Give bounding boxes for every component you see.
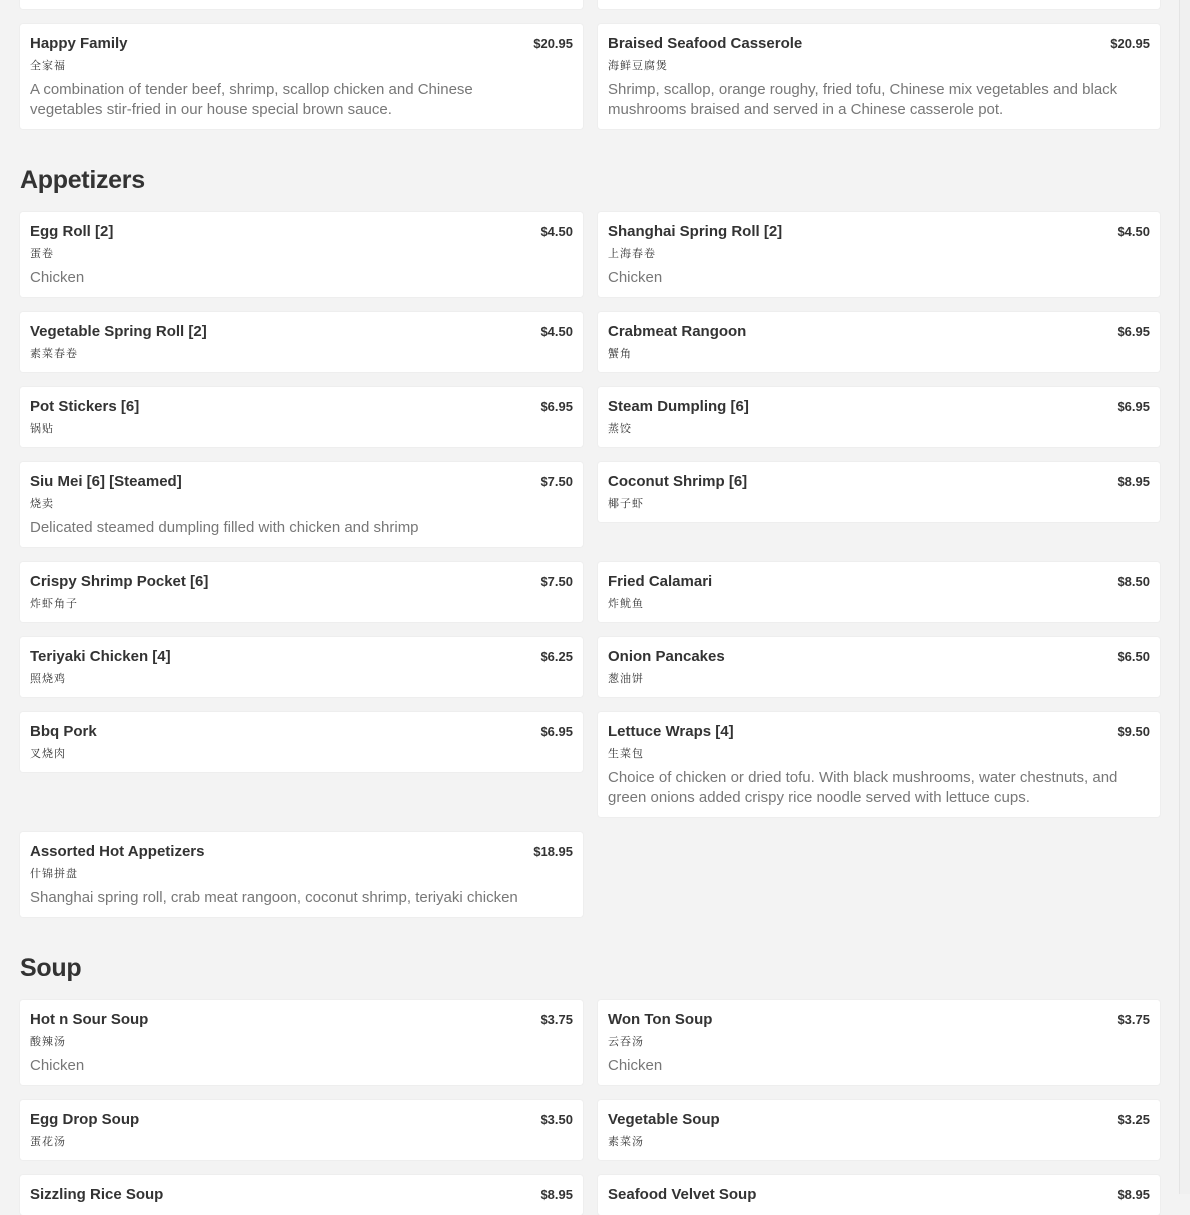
menu-item-card[interactable] bbox=[598, 1175, 1160, 1215]
page-scrollbar[interactable] bbox=[1179, 0, 1190, 1194]
menu-item-card[interactable] bbox=[20, 462, 583, 547]
item-name: Egg Roll [2] bbox=[30, 223, 114, 240]
item-price: $6.95 bbox=[540, 399, 573, 414]
item-name: Teriyaki Chicken [4] bbox=[30, 648, 171, 665]
item-name: Won Ton Soup bbox=[608, 1011, 713, 1028]
item-chinese-name: 生菜包 bbox=[608, 748, 644, 760]
item-description: Chicken bbox=[608, 1057, 663, 1074]
item-name: Crispy Shrimp Pocket [6] bbox=[30, 573, 209, 590]
menu-item-card[interactable] bbox=[20, 1100, 583, 1160]
item-chinese-name: 云吞汤 bbox=[608, 1036, 644, 1048]
menu-item-card[interactable] bbox=[598, 637, 1160, 697]
menu-item-card[interactable] bbox=[598, 312, 1160, 372]
item-description: Delicated steamed dumpling filled with chicken and shrimp bbox=[30, 519, 419, 536]
menu-item-card[interactable] bbox=[598, 712, 1160, 817]
item-name: Shanghai Spring Roll [2] bbox=[608, 223, 783, 240]
item-chinese-name: 上海春卷 bbox=[608, 248, 656, 260]
item-price: $3.50 bbox=[540, 1112, 573, 1127]
item-description: Shanghai spring roll, crab meat rangoon, coconut shrimp, teriyaki chicken bbox=[30, 889, 518, 906]
menu-item-card[interactable] bbox=[598, 1100, 1160, 1160]
item-name: Sizzling Rice Soup bbox=[30, 1186, 164, 1203]
item-price: $3.75 bbox=[1117, 1012, 1150, 1027]
item-name: Lettuce Wraps [4] bbox=[608, 723, 734, 740]
item-chinese-name: 什锦拼盘 bbox=[30, 868, 78, 880]
item-name: Hot n Sour Soup bbox=[30, 1011, 149, 1028]
item-price: $6.95 bbox=[1117, 324, 1150, 339]
item-price: $6.25 bbox=[540, 649, 573, 664]
item-price: $6.50 bbox=[1117, 649, 1150, 664]
item-name: Pot Stickers [6] bbox=[30, 398, 140, 415]
item-price: $7.50 bbox=[540, 474, 573, 489]
item-chinese-name: 椰子虾 bbox=[608, 498, 644, 510]
menu-item-card[interactable] bbox=[20, 0, 583, 9]
menu-item-card[interactable] bbox=[20, 712, 583, 772]
item-price: $8.50 bbox=[1117, 574, 1150, 589]
menu-item-card[interactable] bbox=[20, 1000, 583, 1085]
item-price: $18.95 bbox=[533, 844, 573, 859]
item-chinese-name: 蟹角 bbox=[608, 348, 632, 360]
item-name: Siu Mei [6] [Steamed] bbox=[30, 473, 182, 490]
item-description: Choice of chicken or dried tofu. With black mushrooms, water chestnuts, and green onions added crispy rice noodle served with lettuce cups. bbox=[608, 769, 1118, 806]
item-price: $20.95 bbox=[533, 36, 573, 51]
item-price: $3.25 bbox=[1117, 1112, 1150, 1127]
item-price: $4.50 bbox=[540, 224, 573, 239]
item-chinese-name: 蛋花汤 bbox=[30, 1136, 66, 1148]
item-name: Steam Dumpling [6] bbox=[608, 398, 749, 415]
menu-item-card[interactable] bbox=[598, 562, 1160, 622]
menu-item-card[interactable] bbox=[20, 832, 583, 917]
menu-item-card[interactable] bbox=[598, 212, 1160, 297]
item-description: Chicken bbox=[30, 1057, 85, 1074]
item-chinese-name: 素菜春卷 bbox=[30, 348, 78, 360]
item-name: Egg Drop Soup bbox=[30, 1111, 140, 1128]
item-chinese-name: 蛋卷 bbox=[30, 248, 54, 260]
item-chinese-name: 叉烧肉 bbox=[30, 748, 66, 760]
item-name: Assorted Hot Appetizers bbox=[30, 843, 205, 860]
item-price: $4.50 bbox=[1117, 224, 1150, 239]
item-price: $9.50 bbox=[1117, 724, 1150, 739]
item-chinese-name: 蒸饺 bbox=[608, 423, 632, 435]
item-name: Bbq Pork bbox=[30, 723, 97, 740]
section-title-soup: Soup bbox=[20, 954, 82, 982]
item-price: $7.50 bbox=[540, 574, 573, 589]
menu-item-card[interactable] bbox=[20, 562, 583, 622]
menu-item-card[interactable] bbox=[20, 1175, 583, 1215]
item-name: Fried Calamari bbox=[608, 573, 713, 590]
menu-item-card[interactable] bbox=[20, 24, 583, 129]
item-chinese-name: 素菜汤 bbox=[608, 1136, 644, 1148]
item-chinese-name: 烧卖 bbox=[30, 498, 54, 510]
item-chinese-name: 锅贴 bbox=[30, 423, 54, 435]
item-price: $8.95 bbox=[540, 1187, 573, 1202]
item-price: $4.50 bbox=[540, 324, 573, 339]
menu-item-card[interactable] bbox=[20, 637, 583, 697]
item-name: Braised Seafood Casserole bbox=[608, 35, 803, 52]
menu-item-card[interactable] bbox=[20, 312, 583, 372]
item-description: Chicken bbox=[30, 269, 85, 286]
menu-item-card[interactable] bbox=[598, 1000, 1160, 1085]
menu-item-card[interactable] bbox=[598, 24, 1160, 129]
item-name: Vegetable Soup bbox=[608, 1111, 720, 1128]
item-description: A combination of tender beef, shrimp, scallop chicken and Chinese vegetables stir-fried in our house special brown sauce. bbox=[30, 81, 473, 118]
item-name: Seafood Velvet Soup bbox=[608, 1186, 757, 1203]
menu-item-card[interactable] bbox=[598, 462, 1160, 522]
item-chinese-name: 酸辣汤 bbox=[30, 1036, 66, 1048]
item-chinese-name: 炸鱿鱼 bbox=[608, 598, 644, 610]
item-price: $8.95 bbox=[1117, 1187, 1150, 1202]
item-price: $3.75 bbox=[540, 1012, 573, 1027]
menu-item-card[interactable] bbox=[598, 0, 1160, 9]
item-chinese-name: 炸虾角子 bbox=[30, 598, 78, 610]
menu-item-card[interactable] bbox=[598, 387, 1160, 447]
item-chinese-name: 照烧鸡 bbox=[30, 673, 66, 685]
section-title-appetizers: Appetizers bbox=[20, 166, 145, 194]
item-name: Happy Family bbox=[30, 35, 128, 52]
item-chinese-name: 葱油饼 bbox=[608, 673, 644, 685]
menu-item-card[interactable] bbox=[20, 212, 583, 297]
item-description: Shrimp, scallop, orange roughy, fried tofu, Chinese mix vegetables and black mushrooms braised and served in a Chinese casserole pot. bbox=[608, 81, 1118, 118]
item-chinese-name: 海鲜豆腐煲 bbox=[608, 60, 668, 72]
item-price: $8.95 bbox=[1117, 474, 1150, 489]
item-name: Coconut Shrimp [6] bbox=[608, 473, 748, 490]
item-chinese-name: 全家福 bbox=[30, 60, 66, 72]
item-name: Onion Pancakes bbox=[608, 648, 725, 665]
item-price: $20.95 bbox=[1110, 36, 1150, 51]
item-name: Crabmeat Rangoon bbox=[608, 323, 747, 340]
item-description: Chicken bbox=[608, 269, 663, 286]
menu-item-card[interactable] bbox=[20, 387, 583, 447]
item-price: $6.95 bbox=[540, 724, 573, 739]
item-price: $6.95 bbox=[1117, 399, 1150, 414]
item-name: Vegetable Spring Roll [2] bbox=[30, 323, 207, 340]
